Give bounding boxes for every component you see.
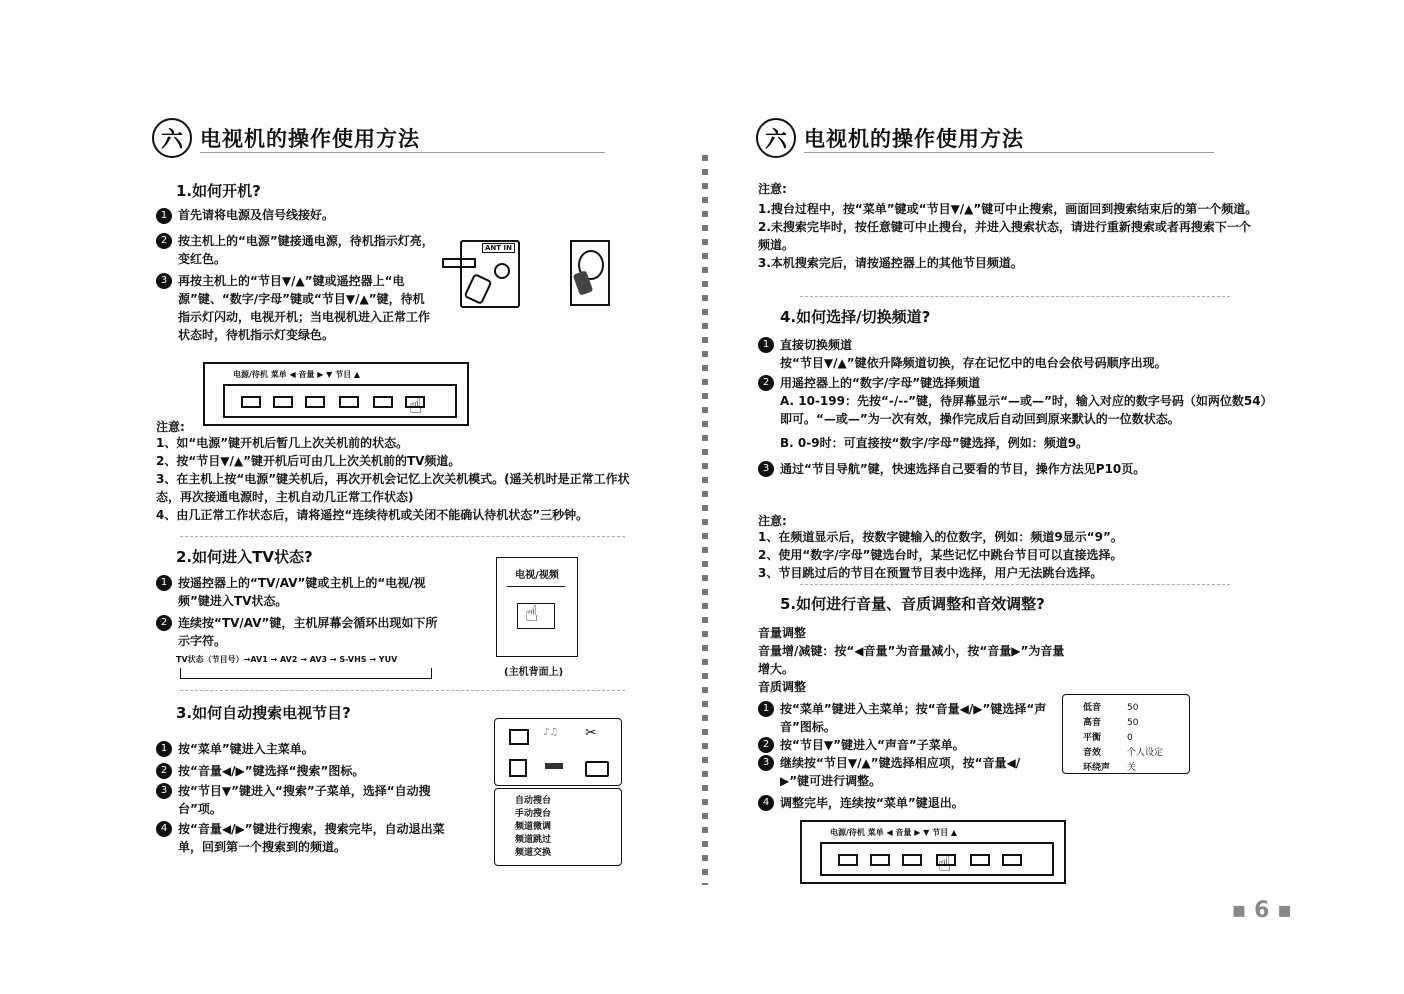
setting-row: 低音 50 — [1083, 703, 1139, 713]
section-number-badge: 六 — [756, 118, 796, 158]
s1-item-1: 1 首先请将电源及信号线接好。 — [156, 206, 456, 224]
volume-adjust-text: 音量增/减键：按“◀音量”为音量减小，按“音量▶”为音量增大。 — [758, 644, 1065, 676]
step-3-icon: 3 — [156, 783, 172, 799]
s1-note-title: 注意: — [156, 420, 185, 434]
step-4-icon: 4 — [156, 821, 172, 837]
right-notes: 1.搜台过程中，按“菜单”键或“节目▼/▲”键可中止搜索，画面回到搜索结束后的第一个频道。 2.未搜索完毕时，按任意键可中止搜台，并进入搜索状态，请进行重新搜索或者再搜索下一个频道。 3.本机搜索完后，请按遥控器上的其他节目频道。 — [758, 202, 1258, 270]
panel-key-labels: 电源/待机 菜单 ◀ 音量 ▶ ▼ 节目 ▲ — [830, 828, 958, 837]
main-menu-illustration — [494, 718, 622, 786]
step-2-icon: 2 — [758, 375, 774, 391]
flow-loop-arrow — [180, 668, 432, 679]
volume-adjust-title: 音量调整 — [758, 626, 807, 640]
s2-item-2: 2 连续按“TV/AV”键，主机屏幕会循环出现如下所示字符。 — [156, 614, 446, 650]
setting-row: 音效 个人设定 — [1083, 748, 1164, 758]
sound-settings-menu — [1062, 694, 1190, 774]
submenu-item: 自动搜台 — [515, 796, 552, 806]
setting-row: 平衡 0 — [1083, 733, 1133, 743]
page-binding — [702, 155, 708, 885]
s3-items: 1 按“菜单”键进入主菜单。 2 按“音量◀/▶”键选择“搜索”图标。 3 按“节目▼”键进入“搜索”子菜单，选择“自动搜台”项。 4 按“音量◀/▶”键进行搜索，搜索完毕，自动退出菜单，回到第一个搜索到的频道。 — [156, 738, 446, 856]
s4-note-title: 注意: — [758, 514, 787, 528]
section-2-heading: 2.如何进入TV状态? — [176, 548, 313, 566]
button-location-caption: (主机背面上) — [504, 667, 564, 678]
step-3-icon: 3 — [758, 755, 774, 771]
panel-key-labels: 电源/待机 菜单 ◀ 音量 ▶ ▼ 节目 ▲ — [233, 370, 361, 379]
step-2-icon: 2 — [156, 233, 172, 249]
pointing-hand-icon: ☝ — [938, 852, 952, 877]
power-outlet-illustration — [570, 240, 610, 306]
section-number-badge: 六 — [152, 118, 192, 158]
s4-content: 1 直接切换频道 按“节目▼/▲”键依升降频道切换，存在记忆中的电台会依号码顺序出现。 2 用遥控器上的“数字/字母”键选择频道 A. 10-199：先按“-/--”键，待屏幕显示“—或—”时，输入对应的数字号码（如两位数54）即可。“—或—”为一次有效，操作完成后自动回到原来默认的一位数状态。 B. 0-9时：可直接按“数字/字母”键选择，例如：频道9。 3 通过“节目导航”键，快速选择自己要看的节目，操作方法见P10页。 — [758, 334, 1268, 478]
title-underline — [804, 152, 1214, 153]
step-3-icon: 3 — [758, 461, 774, 477]
s4-notes: 1、在频道显示后，按数字键输入的位数字，例如：频道9显示“9”。 2、使用“数字/字母”键选台时，某些记忆中跳台节目可以直接选择。 3、节目跳过后的节目在预置节目表中选择，用户无法跳台选择。 — [758, 530, 1123, 580]
s5-items: 1 按“菜单”键进入主菜单；按“音量◀/▶”键选择“声音”图标。 2 按“节目▼”键进入“声音”子菜单。 3 继续按“节目▼/▲”键选择相应项，按“音量◀/▶”键可进行调整。 4 调整完毕，连续按“菜单”键退出。 — [758, 700, 1048, 812]
section-3-heading: 3.如何自动搜索电视节目? — [176, 704, 351, 722]
section-5-heading: 5.如何进行音量、音质调整和音效调整? — [780, 595, 1045, 613]
step-1-icon: 1 — [758, 701, 774, 717]
submenu-item: 频道微调 — [515, 822, 552, 832]
submenu-item: 手动搜台 — [515, 809, 552, 819]
submenu-item: 频道交换 — [515, 848, 552, 858]
step-2-icon: 2 — [156, 615, 172, 631]
divider — [180, 690, 625, 691]
step-3-icon: 3 — [156, 273, 172, 289]
s2-item-1: 1 按遥控器上的“TV/AV”键或主机上的“电视/视频”键进入TV状态。 — [156, 574, 446, 610]
right-note-title: 注意: — [758, 182, 787, 196]
pointing-hand-icon: ☝ — [409, 394, 423, 419]
section-4-heading: 4.如何选择/切换频道? — [780, 308, 931, 326]
title-underline — [200, 152, 605, 153]
step-1-icon: 1 — [758, 337, 774, 353]
sound-menu-icon: ♪♫ — [543, 727, 559, 738]
tv-av-cycle-flow: TV状态（节目号）→AV1 → AV2 → AV3 → S-VHS → YUV — [176, 655, 398, 664]
left-page-title: 电视机的操作使用方法 — [200, 127, 420, 151]
front-control-panel — [800, 820, 1066, 884]
submenu-item: 频道跳过 — [515, 835, 552, 845]
front-control-panel — [203, 362, 469, 426]
tv-menu-icon — [585, 761, 609, 777]
setting-row: 高音 50 — [1083, 718, 1139, 728]
step-1-icon: 1 — [156, 208, 172, 224]
search-submenu-illustration — [494, 788, 622, 866]
page-number: ▪ 6 ▪ — [1231, 898, 1292, 923]
s1-item-2: 2 按主机上的“电源”键接通电源，待机指示灯亮，变红色。 — [156, 232, 436, 268]
tools-menu-icon: ✂ — [585, 725, 597, 741]
divider — [800, 296, 1230, 297]
step-1-icon: 1 — [156, 575, 172, 591]
right-page-title: 电视机的操作使用方法 — [804, 127, 1024, 151]
step-1-icon: 1 — [156, 741, 172, 757]
setting-row: 环绕声 关 — [1083, 763, 1137, 773]
pointing-hand-icon: ☝ — [525, 602, 539, 627]
section-1-heading: 1.如何开机? — [176, 182, 261, 200]
s1-notes: 1、如“电源”键开机后暂几上次关机前的状态。 2、按“节目▼/▲”键开机后可由几上次关机前的TV频道。 3、在主机上按“电源”键关机后，再次开机会记忆上次关机模式。(遥关机时是正常工作状态，再次接通电源时，主机自动几正常工作状态) 4、由几正常工作状态后，请将遥控“连续待机或关闭不能确认待机状态”三秒钟。 — [156, 436, 630, 522]
step-2-icon: 2 — [156, 763, 172, 779]
picture-menu-icon — [509, 729, 529, 745]
s1-item-3: 3 再按主机上的“节目▼/▲”键或遥控器上“电源”键、“数字/字母”键或“节目▼/▲”键，待机指示灯闪动，电视开机；当电视机进入正常工作状态时，待机指示灯变绿色。 — [156, 272, 436, 344]
lock-menu-icon — [509, 759, 527, 777]
antenna-connection-illustration: ANT IN — [442, 238, 522, 308]
step-4-icon: 4 — [758, 795, 774, 811]
step-2-icon: 2 — [758, 737, 774, 753]
divider — [800, 584, 1230, 585]
tv-av-button-illustration: 电视/视频 ☝ — [496, 557, 578, 657]
search-menu-icon — [545, 763, 563, 769]
divider — [180, 536, 625, 537]
tone-adjust-title: 音质调整 — [758, 680, 807, 694]
